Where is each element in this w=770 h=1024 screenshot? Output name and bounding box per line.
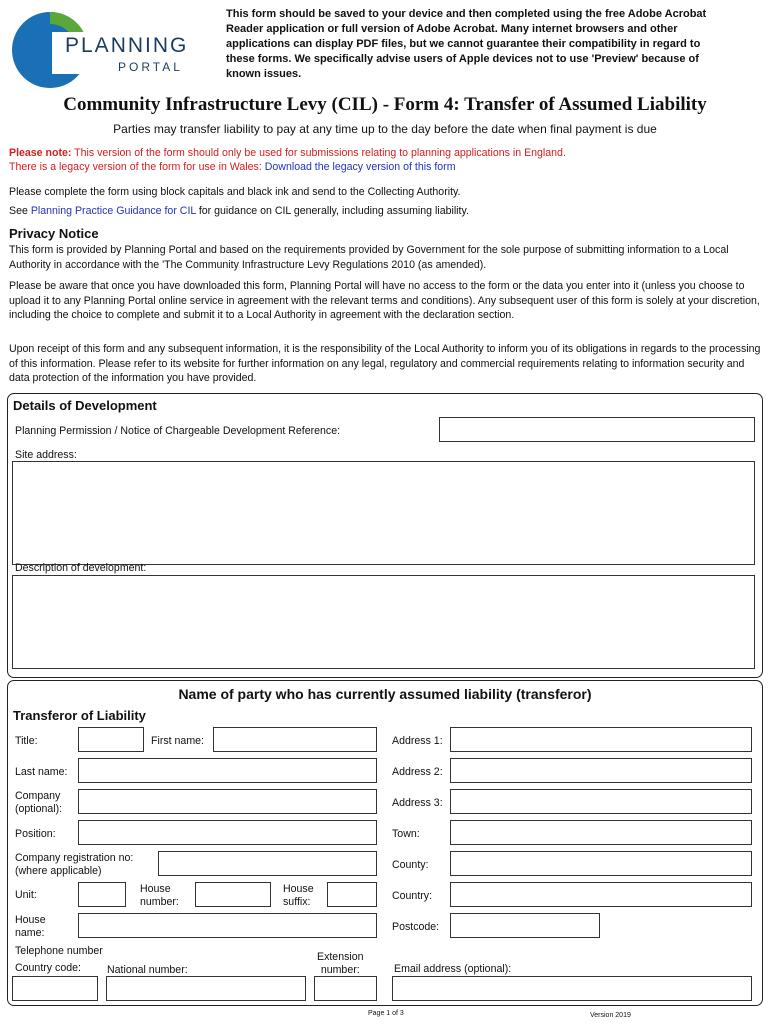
house-number-input[interactable]	[195, 882, 271, 907]
site-address-label: Site address:	[15, 449, 77, 461]
legacy-note-text: There is a legacy version of the form for use in Wales:	[9, 161, 262, 173]
country-input[interactable]	[450, 882, 752, 907]
unit-label: Unit:	[15, 889, 37, 901]
address-2-label: Address 2:	[392, 766, 443, 778]
postcode-input[interactable]	[450, 913, 600, 938]
details-section	[7, 393, 763, 678]
notice-line: applications can display PDF files, but we cannot guarantee their compatibility in regard to	[226, 38, 701, 50]
town-label: Town:	[392, 828, 420, 840]
national-number-label: National number:	[107, 964, 188, 976]
country-code-input[interactable]	[12, 976, 98, 1001]
email-label: Email address (optional):	[394, 963, 512, 975]
please-note	[9, 146, 761, 161]
privacy-para-3: Upon receipt of this form and any subsequent information, it is the responsibility of the Local Authority to inform you of its obligations in regards to the processing of this information. Please refer to its website for further information on any legal, regulatory and commercial requirements relating to information security and data protection of the information you have provided.	[9, 343, 761, 384]
form-subtitle: Parties may transfer liability to pay at any time up to the day before the date when final payment is due	[113, 122, 657, 136]
privacy-heading: Privacy Notice	[9, 226, 99, 241]
county-label: County:	[392, 859, 429, 871]
title-label: Title:	[15, 735, 38, 747]
company-reg-input[interactable]	[158, 851, 377, 876]
legacy-form-link[interactable]: Download the legacy version of this form	[264, 161, 456, 173]
company-input[interactable]	[78, 789, 377, 814]
please-note-label: Please note:	[9, 147, 72, 159]
address-3-input[interactable]	[450, 789, 752, 814]
description-label: Description of development:	[15, 562, 147, 574]
address-3-label: Address 3:	[392, 797, 443, 809]
email-input[interactable]	[392, 976, 752, 1001]
house-name-label: House name:	[15, 914, 46, 939]
address-1-label: Address 1:	[392, 735, 443, 747]
position-label: Position:	[15, 828, 56, 840]
page-number: Page 1 of 3	[368, 1010, 404, 1017]
position-input[interactable]	[78, 820, 377, 845]
postcode-label: Postcode:	[392, 921, 440, 933]
guidance-text: for guidance on CIL generally, including assuming liability.	[198, 205, 469, 217]
guidance-line	[9, 204, 761, 219]
guidance-link[interactable]: Planning Practice Guidance for CIL	[30, 205, 196, 217]
description-input[interactable]	[12, 575, 755, 669]
last-name-label: Last name:	[15, 766, 68, 778]
unit-input[interactable]	[78, 882, 126, 907]
first-name-input[interactable]	[213, 727, 377, 752]
county-input[interactable]	[450, 851, 752, 876]
house-suffix-input[interactable]	[327, 882, 377, 907]
house-name-input[interactable]	[78, 913, 377, 938]
site-address-input[interactable]	[12, 461, 755, 565]
privacy-para-2: Please be aware that once you have downloaded this form, Planning Portal will have no access to the form or the data you enter into it (unless you choose to upload it to any Planning Portal online service in agreement with the relevant terms and conditions). Any subsequent user of this form is solely at your discretion, including the choice to complete and submit it to a Local Authority in agreement with the declaration section.	[9, 280, 760, 321]
reference-input[interactable]	[439, 417, 755, 442]
please-note-text: This version of the form should only be used for submissions relating to planning applications in England.	[71, 147, 566, 159]
country-code-label: Country code:	[15, 962, 81, 974]
extension-input[interactable]	[314, 976, 377, 1001]
national-number-input[interactable]	[106, 976, 306, 1001]
header-notice	[226, 7, 756, 82]
title-input[interactable]	[78, 727, 144, 752]
notice-line: known issues.	[226, 68, 302, 80]
address-2-input[interactable]	[450, 758, 752, 783]
legacy-note	[9, 160, 761, 175]
instructions: Please complete the form using block capitals and black ink and send to the Collecting Authority.	[9, 186, 461, 198]
logo-text-planning: PLANNING	[65, 34, 189, 57]
notice-line: Reader application or full version of Adobe Acrobat. Many internet browsers and other	[226, 23, 678, 35]
form-title: Community Infrastructure Levy (CIL) - Form 4: Transfer of Assumed Liability	[63, 94, 707, 115]
last-name-input[interactable]	[78, 758, 377, 783]
telephone-label: Telephone number	[15, 945, 103, 957]
notice-line: This form should be saved to your device and then completed using the free Adobe Acrobat	[226, 8, 707, 20]
version-label: Version 2019	[590, 1012, 631, 1019]
notice-line: these forms. We specifically advise users of Apple devices not to use 'Preview' because of	[226, 53, 699, 65]
planning-portal-logo	[10, 10, 220, 90]
company-reg-label: Company registration no: (where applicable)	[15, 852, 134, 877]
house-number-label: House number:	[140, 883, 179, 908]
first-name-label: First name:	[151, 735, 204, 747]
details-heading: Details of Development	[13, 398, 157, 413]
extension-label: Extension number:	[317, 951, 364, 976]
house-suffix-label: House suffix:	[283, 883, 314, 908]
transferor-heading: Name of party who has currently assumed liability (transferor)	[178, 686, 592, 702]
company-label: Company (optional):	[15, 790, 63, 815]
privacy-para-1: This form is provided by Planning Portal and based on the requirements provided by Government for the sole purpose of submitting information to a Local Authority in accordance with the 'The Community Infrastructure Levy Regulations 2010 (as amended).	[9, 244, 729, 271]
logo-text-portal: PORTAL	[118, 60, 183, 74]
country-label: Country:	[392, 890, 433, 902]
reference-label: Planning Permission / Notice of Chargeable Development Reference:	[15, 425, 341, 437]
transferor-section	[7, 680, 763, 1006]
transferor-subheading: Transferor of Liability	[13, 708, 146, 723]
town-input[interactable]	[450, 820, 752, 845]
guidance-see: See	[9, 205, 28, 217]
address-1-input[interactable]	[450, 727, 752, 752]
